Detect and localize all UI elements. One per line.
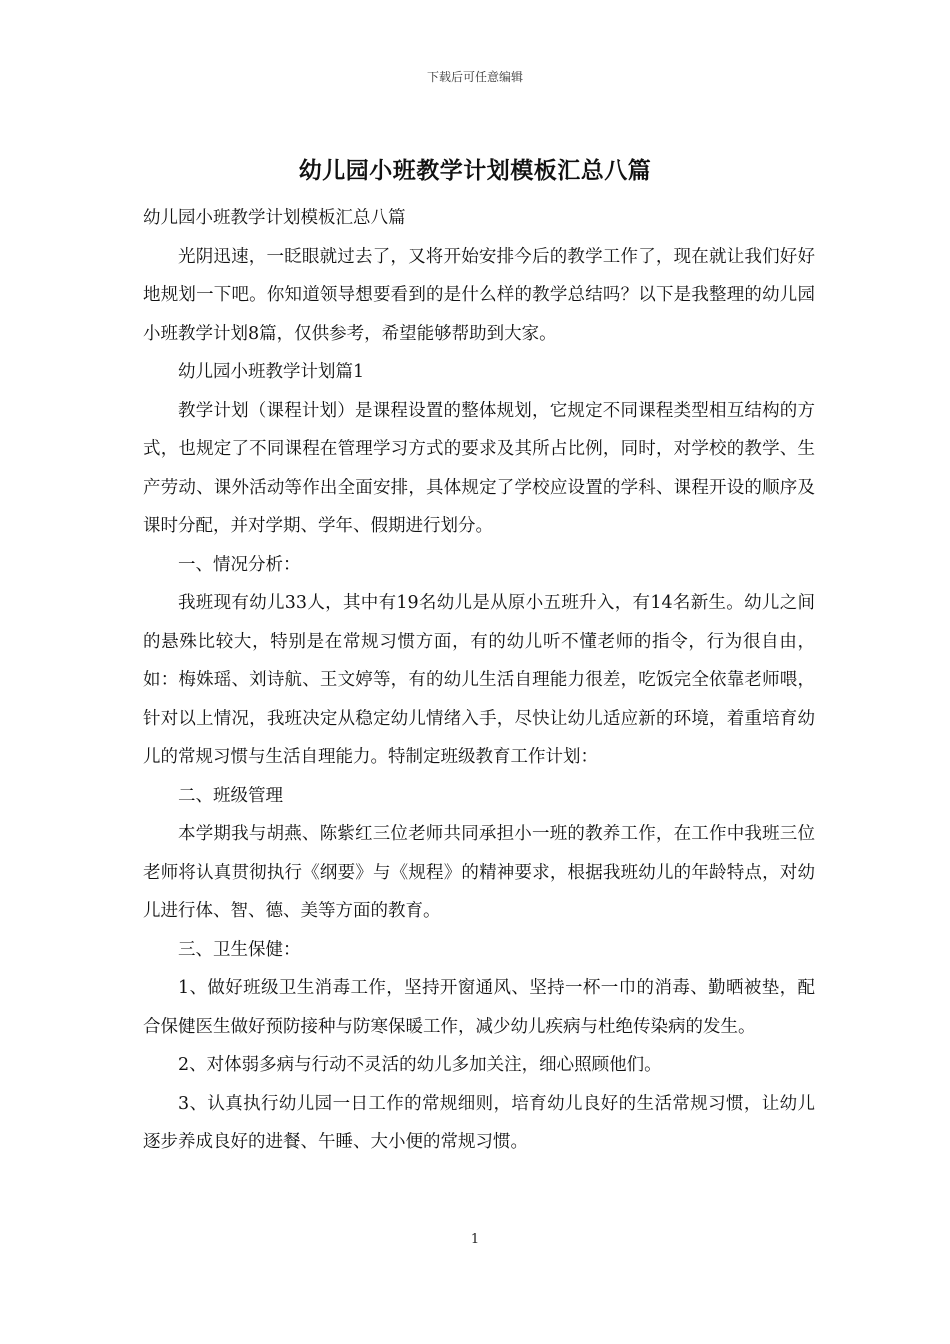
heading-class-management: 二、班级管理 <box>178 785 283 806</box>
heading-situation-analysis: 一、情况分析： <box>178 554 301 575</box>
document-body <box>143 199 815 1162</box>
class-management-paragraph: 本学期我与胡燕、陈紫红三位老师共同承担小一班的教养工作，在工作中我班三位老师将认真贯彻执行《纲要》与《规程》的精神要求，根据我班幼儿的年龄特点，对幼儿进行体、智、德、美等方面的教育。 <box>143 824 815 921</box>
section-heading-plan-1: 幼儿园小班教学计划篇1 <box>178 362 365 382</box>
health-care-item-1: 1、做好班级卫生消毒工作，坚持开窗通风、坚持一杯一巾的消毒、勤晒被垫，配合保健医生做好预防接种与防寒保暖工作，减少幼儿疾病与杜绝传染病的发生。 <box>143 978 815 1037</box>
page-number: 1 <box>470 1232 480 1247</box>
subtitle-paragraph: 幼儿园小班教学计划模板汇总八篇 <box>143 208 406 228</box>
document-title: 幼儿园小班教学计划模板汇总八篇 <box>298 157 652 184</box>
definition-paragraph: 教学计划（课程计划）是课程设置的整体规划，它规定不同课程类型相互结构的方式，也规定了不同课程在管理学习方式的要求及其所占比例，同时，对学校的教学、生产劳动、课外活动等作出全面安排，具体规定了学校应设置的学科、课程开设的顺序及课时分配，并对学期、学年、假期进行划分。 <box>143 400 815 536</box>
health-care-item-3: 3、认真执行幼儿园一日工作的常规细则，培育幼儿良好的生活常规习惯，让幼儿逐步养成良好的进餐、午睡、大小便的常规习惯。 <box>143 1093 815 1152</box>
health-care-item-2: 2、对体弱多病与行动不灵活的幼儿多加关注，细心照顾他们。 <box>178 1055 662 1075</box>
situation-analysis-paragraph: 我班现有幼儿33人，其中有19名幼儿是从原小五班升入，有14名新生。幼儿之间的悬殊比较大，特别是在常规习惯方面，有的幼儿听不懂老师的指令，行为很自由，如：梅姝瑶、刘诗航、王文婷等，有的幼儿生活自理能力很差，吃饭完全依靠老师喂，针对以上情况，我班决定从稳定幼儿情绪入手，尽快让幼儿适应新的环境，着重培育幼儿的常规习惯与生活自理能力。特制定班级教育工作计划： <box>143 593 815 767</box>
heading-health-care: 三、卫生保健： <box>178 939 301 960</box>
header-note: 下载后可任意编辑 <box>426 70 523 84</box>
intro-paragraph: 光阴迅速，一眨眼就过去了，又将开始安排今后的教学工作了，现在就让我们好好地规划一下吧。你知道领导想要看到的是什么样的教学总结吗？以下是我整理的幼儿园小班教学计划8篇，仅供参考，希望能够帮助到大家。 <box>143 246 815 344</box>
